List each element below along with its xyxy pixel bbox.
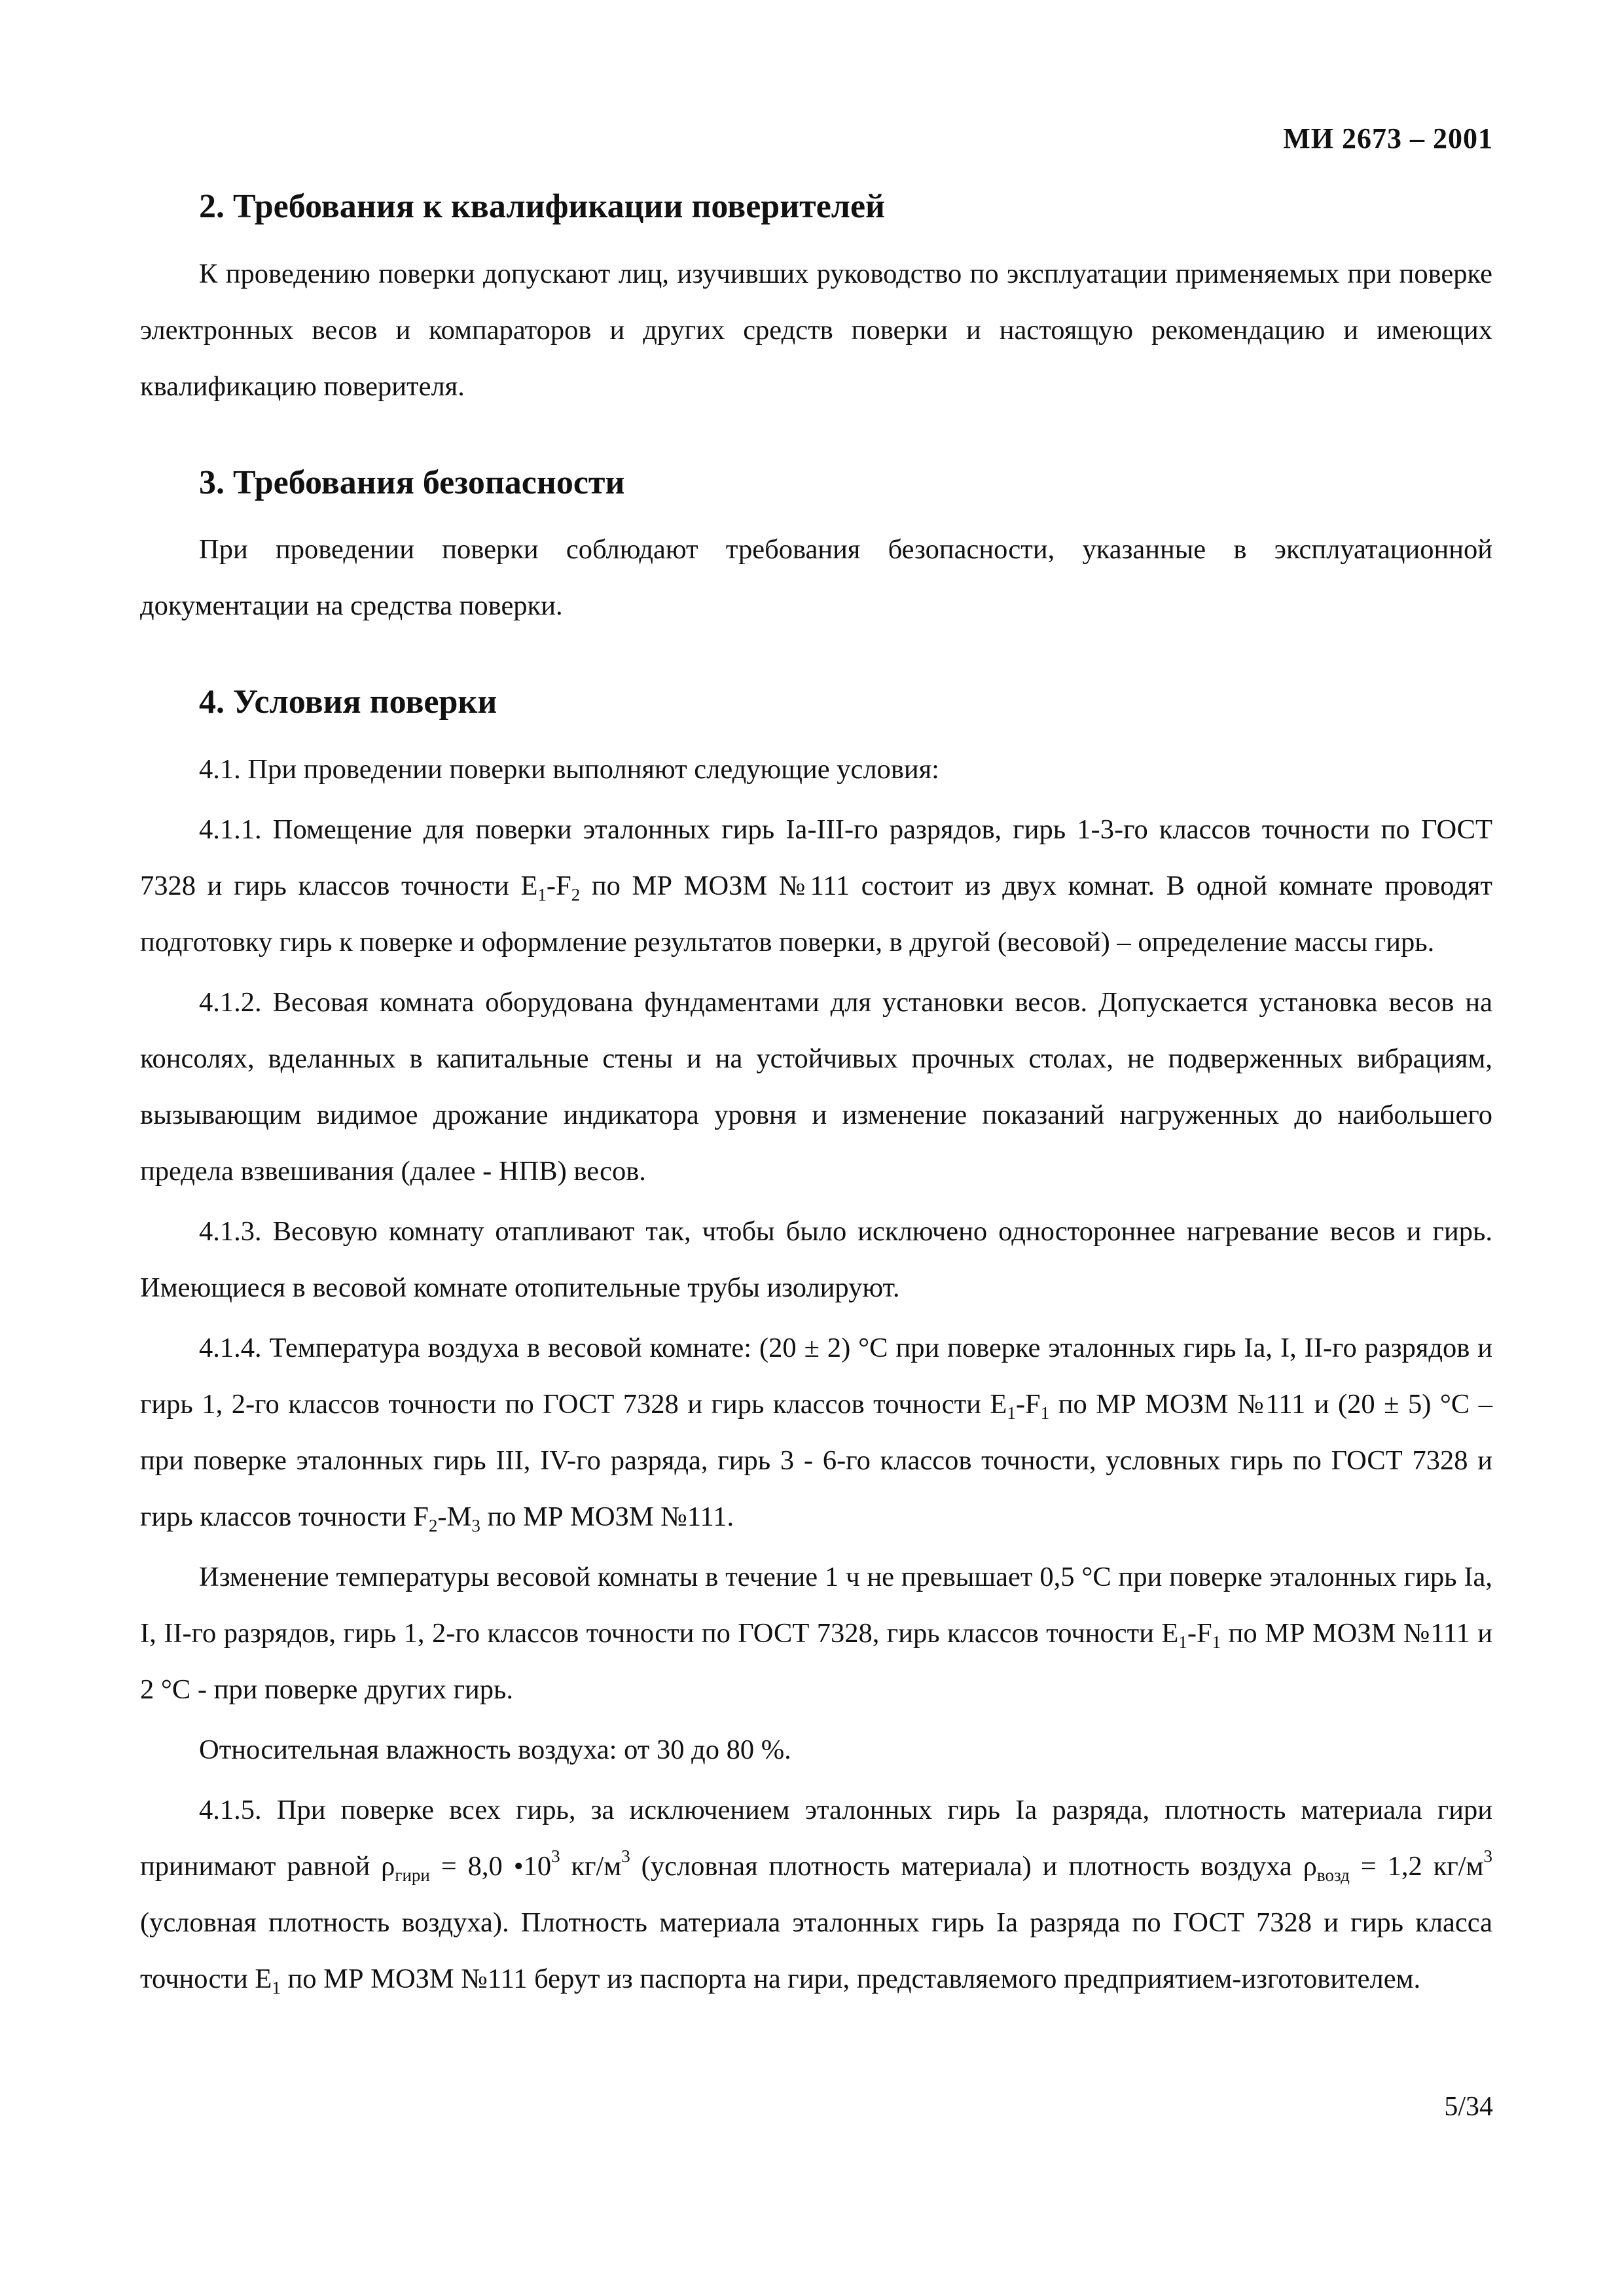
section-2-title: 2. Требования к квалификации поверителей [199,188,885,225]
section-4 [140,680,1492,2007]
superscript: 3 [1483,1846,1492,1866]
text-run: = 1,2 кг/м [1349,1850,1484,1882]
section-3-paragraph: При проведении поверки соблюдают требования безопасности, указанные в эксплуатационной документации на средства поверки. [140,534,1492,622]
subscript: 1 [1040,1403,1050,1423]
text-run: по МР МОЗМ №111 и (20 ± 5) °С – при поверке эталонных гирь III, IV-го разряда, гирь 3 - 6-го классов точности, условных гирь по ГОСТ 7328 и гирь классов точности F [140,1388,1492,1532]
subscript: 1 [1007,1403,1016,1423]
paragraph-temperature-change [140,1549,1492,1718]
text-run: -F [546,870,571,901]
text-run: по МР МОЗМ №111 и 2 °С - при поверке других гирь. [140,1617,1493,1705]
paragraph-4-1-4 [140,1320,1492,1545]
section-4-title: 4. Условия поверки [199,683,497,721]
section-2 [140,185,1492,415]
superscript: 3 [551,1846,560,1866]
text-run: по МР МОЗМ №111 берут из паспорта на гири, представляемого предприятием-изготовителем. [280,1963,1421,1994]
text-run: (условная плотность материала) и плотность воздуха ρ [630,1850,1317,1882]
text-run: -F [1187,1617,1212,1649]
section-3-title: 3. Требования безопасности [199,463,625,501]
page-content [140,185,1492,2053]
superscript: 3 [621,1846,630,1866]
subscript: 3 [471,1515,480,1535]
subscript: 1 [1178,1632,1187,1652]
subscript: 1 [1212,1632,1221,1652]
rho-subscript-weight: гири [395,1865,430,1885]
text-run: 4.1.1. Помещение для поверки эталонных гирь Ia-III-го разрядов, гирь 1-3-го классов точности по ГОСТ 7328 и гирь классов точности E [140,814,1492,901]
text-run: по МР МОЗМ №111 состоит из двух комнат. В одной комнате проводят подготовку гирь к поверке и оформление результатов поверки, в другой (весовой) – определение массы гирь. [140,870,1492,958]
subscript: 1 [537,884,547,905]
text-run: Изменение температуры весовой комнаты в течение 1 ч не превышает 0,5 °С при поверке эталонных гирь Ia, I, II-го разрядов, гирь 1, 2-го классов точности по ГОСТ 7328, гирь классов точности E [140,1561,1492,1649]
text-run: по МР МОЗМ №111. [480,1501,734,1532]
text-run: -M [437,1501,472,1532]
text-run: 4.1.4. Температура воздуха в весовой комнате: (20 ± 2) °С при поверке эталонных гирь Ia, I, II-го разрядов и гирь 1, 2-го классов точности по ГОСТ 7328 и гирь классов точности E [140,1332,1492,1420]
document-id: МИ 2673 – 2001 [1283,122,1493,154]
subscript: 2 [571,884,581,905]
subscript: 1 [272,1977,281,1998]
paragraph-4-1-1 [140,802,1492,971]
text-run: кг/м [560,1850,622,1882]
paragraph-humidity: Относительная влажность воздуха: от 30 до 80 %. [199,1734,791,1765]
text-run: = 8,0 •10 [429,1850,552,1882]
text-run: -F [1015,1388,1041,1420]
paragraph-4-1: 4.1. При проведении поверки выполняют следующие условия: [199,753,939,785]
section-3 [140,461,1492,635]
paragraph-4-1-5 [140,1782,1492,2007]
section-2-paragraph: К проведению поверки допускают лиц, изучивших руководство по эксплуатации применяемых при поверке электронных весов и компараторов и других средств поверки и настоящую рекомендацию и имеющих квалификацию поверителя. [140,258,1492,402]
paragraph-4-1-3: 4.1.3. Весовую комнату отапливают так, чтобы было исключено одностороннее нагревание весов и гирь. Имеющиеся в весовой комнате отопительные трубы изолируют. [140,1215,1492,1303]
text-run: (условная плотность воздуха). Плотность материала эталонных гирь Ia разряда по ГОСТ 7328 и гирь класса точности E [140,1907,1492,1994]
paragraph-4-1-2: 4.1.2. Весовая комната оборудована фундаментами для установки весов. Допускается установка весов на консолях, вделанных в капитальные стены и на устойчивых прочных столах, не подверженных вибрациям, вызывающим видимое дрожание индикатора уровня и изменение показаний нагруженных до наибольшего предела взвешивания (далее - НПВ) весов. [140,986,1492,1187]
subscript: 2 [428,1515,438,1535]
text-run: 4.1.5. При поверке всех гирь, за исключением эталонных гирь Ia разряда, плотность материала гири принимают равной ρ [140,1794,1492,1882]
page-number: 5/34 [1444,2092,1493,2122]
rho-subscript-air: возд [1316,1865,1350,1885]
